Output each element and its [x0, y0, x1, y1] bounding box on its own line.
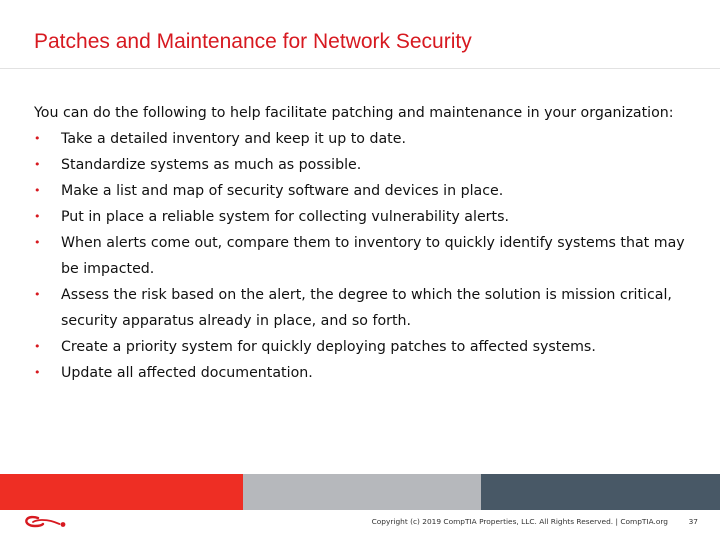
bullet-item — [34, 230, 694, 282]
bullet-item — [34, 360, 694, 386]
bullet-text: Standardize systems as much as possible. — [61, 157, 362, 173]
bullet-text: Make a list and map of security software and devices in place. — [61, 183, 504, 199]
bullet-text: Take a detailed inventory and keep it up to date. — [61, 131, 406, 147]
bullet-list — [34, 126, 694, 386]
comptia-logo-icon — [24, 515, 74, 529]
intro-text: You can do the following to help facilitate patching and maintenance in your organization: — [34, 105, 674, 121]
bullet-text: Put in place a reliable system for collecting vulnerability alerts. — [61, 209, 509, 225]
footer-bar-red — [0, 474, 243, 510]
bullet-text: Create a priority system for quickly deploying patches to affected systems. — [61, 339, 596, 355]
bullet-icon: • — [34, 210, 41, 223]
footer-color-bars — [0, 474, 720, 510]
bullet-item — [34, 126, 694, 152]
page-number: 37 — [688, 517, 698, 526]
bullet-text: When alerts come out, compare them to inventory to quickly identify systems that may be impacted. — [61, 235, 685, 277]
bullet-icon: • — [34, 236, 41, 249]
bullet-text: Assess the risk based on the alert, the degree to which the solution is mission critical, security apparatus already in place, and so forth. — [61, 287, 672, 329]
bullet-icon: • — [34, 288, 41, 301]
bullet-icon: • — [34, 158, 41, 171]
bullet-icon: • — [34, 184, 41, 197]
bullet-item — [34, 204, 694, 230]
bullet-item — [34, 178, 694, 204]
bullet-icon: • — [34, 132, 41, 145]
bullet-icon: • — [34, 340, 41, 353]
footer-bar-gray — [243, 474, 481, 510]
slide-title: Patches and Maintenance for Network Security — [34, 30, 472, 53]
bullet-item — [34, 334, 694, 360]
bullet-item — [34, 152, 694, 178]
bullet-text: Update all affected documentation. — [61, 365, 313, 381]
footer-copyright: Copyright (c) 2019 CompTIA Properties, LLC. All Rights Reserved. | CompTIA.org — [371, 517, 668, 526]
title-band — [0, 0, 720, 69]
footer-bar-slate — [481, 474, 720, 510]
bullet-icon: • — [34, 366, 41, 379]
bullet-item — [34, 282, 694, 334]
slide-body — [34, 100, 694, 386]
